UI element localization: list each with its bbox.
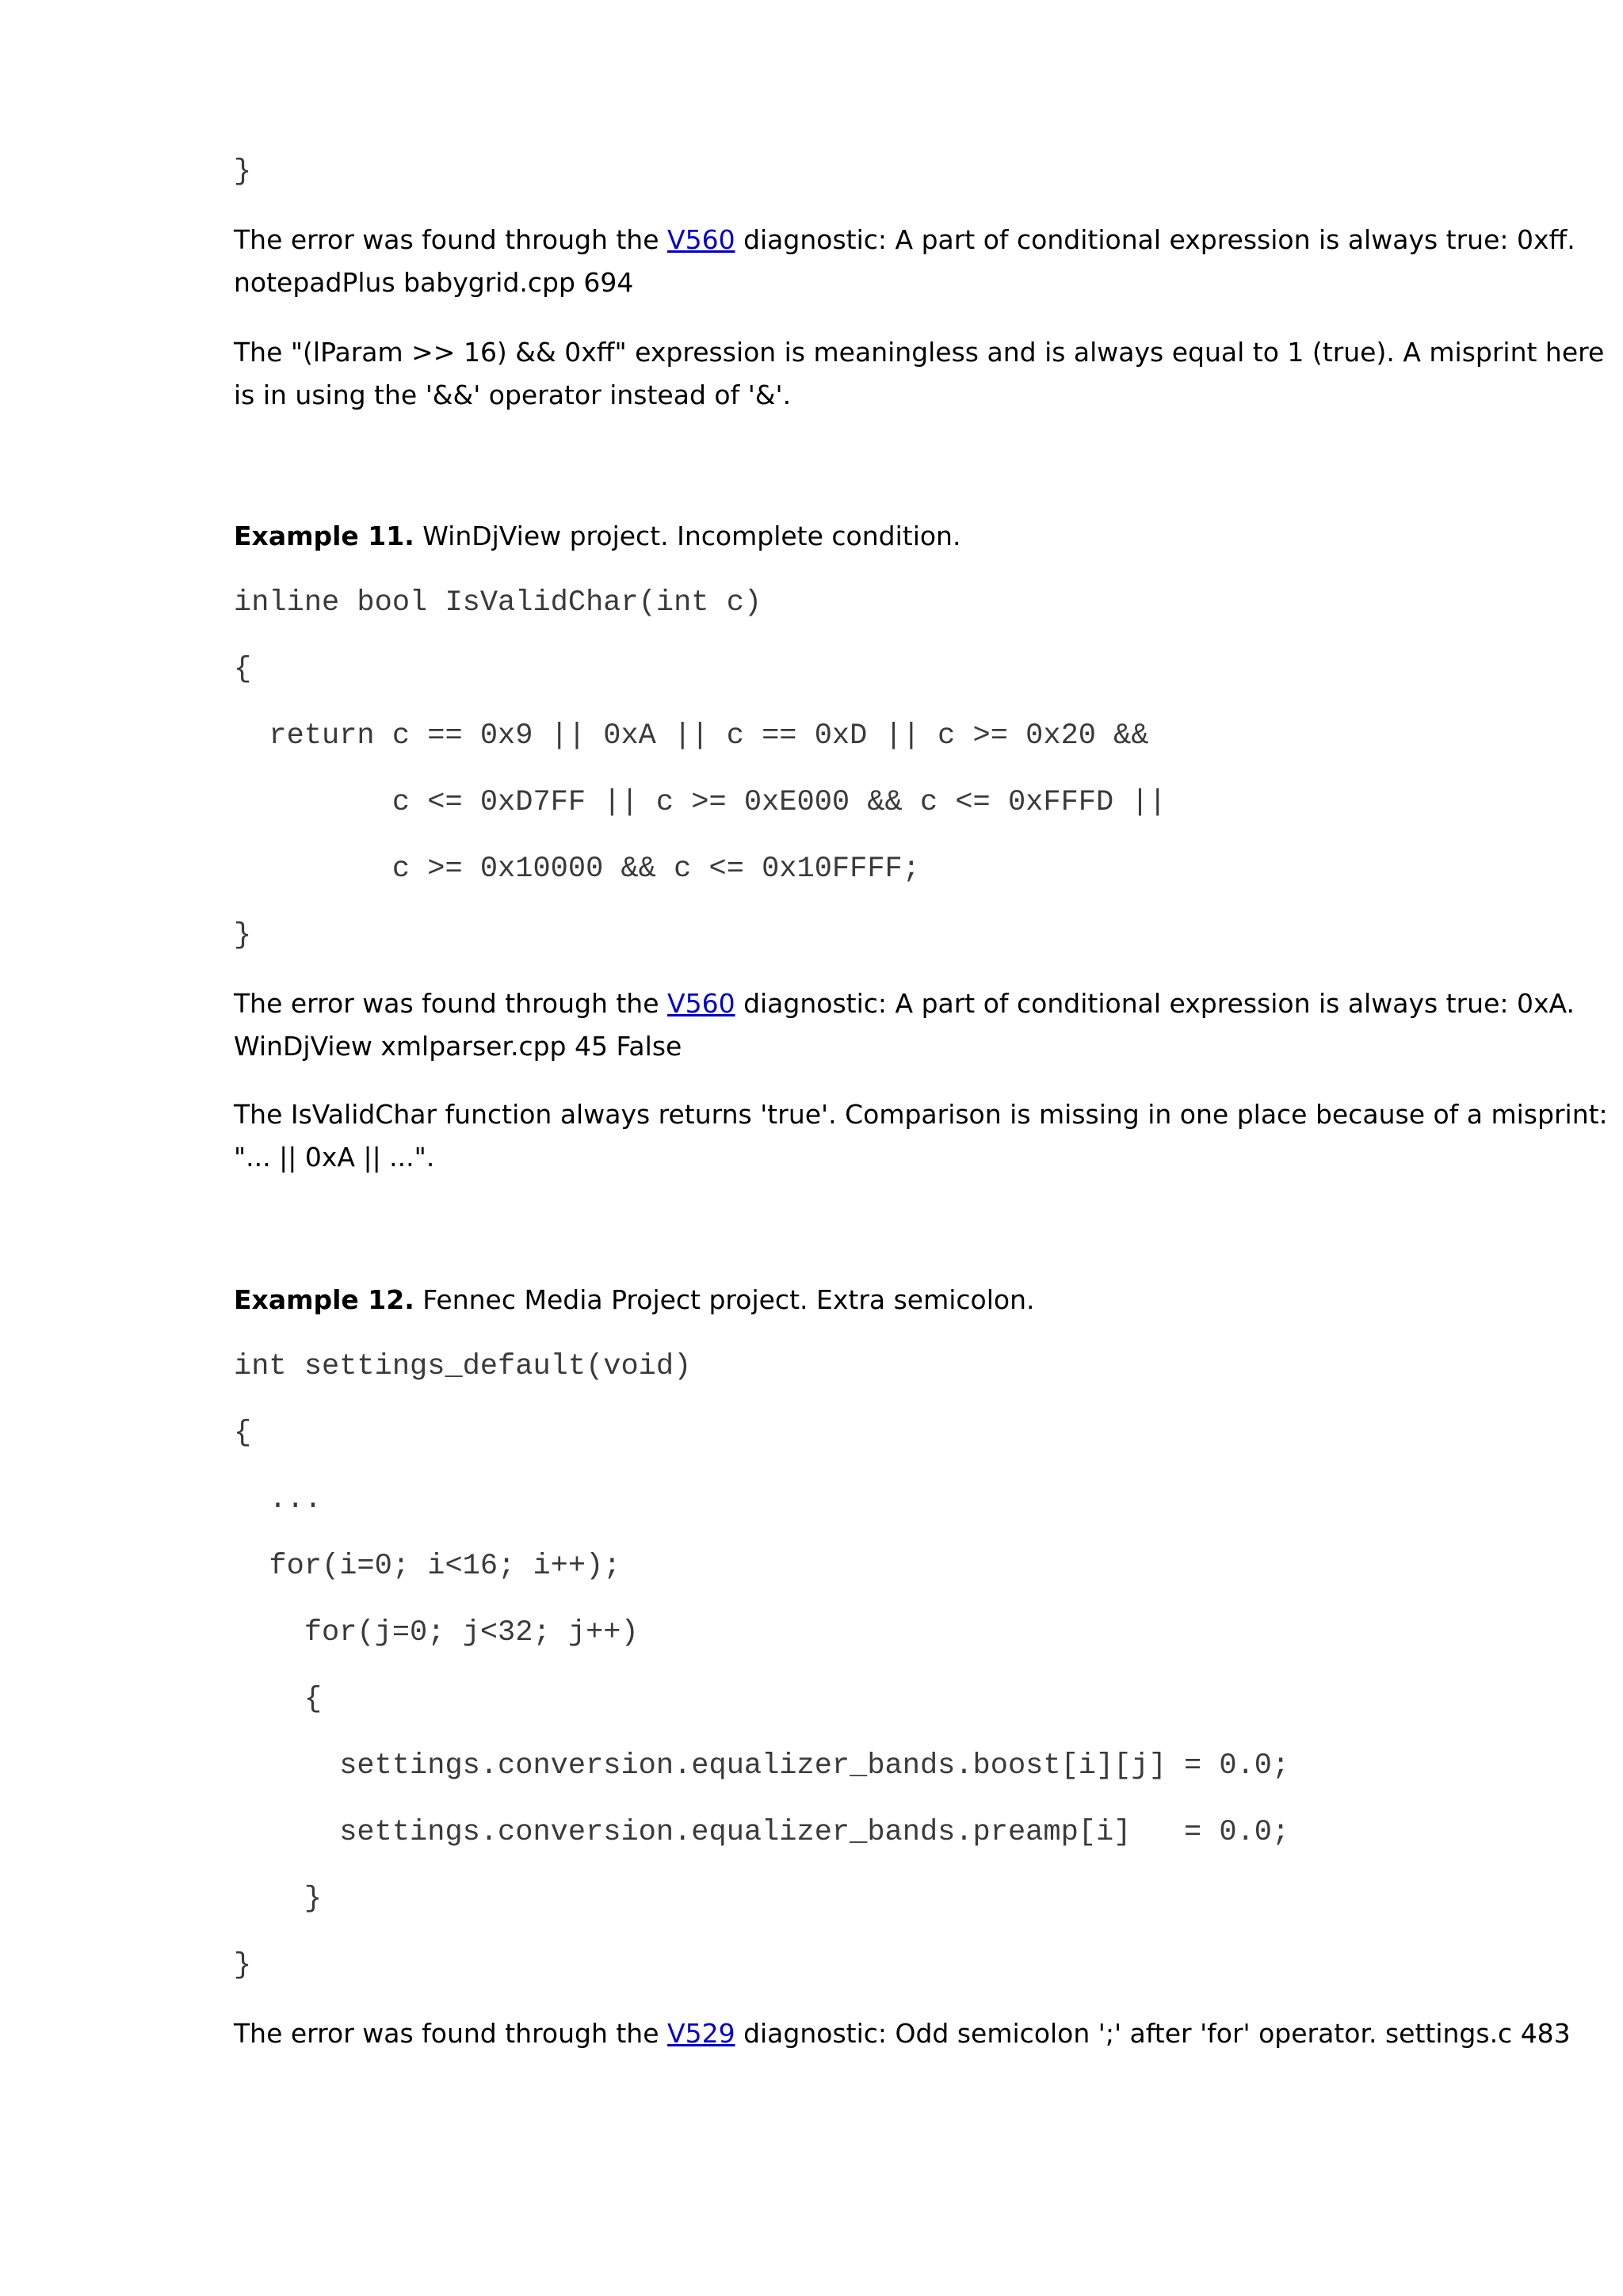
- finding-prefix: The error was found through the: [234, 2018, 668, 2049]
- code-line: c >= 0x10000 && c <= 0x10FFFF;: [234, 852, 920, 886]
- code-closing-brace: }: [234, 155, 252, 189]
- code-line: return c == 0x9 || 0xA || c == 0xD || c >= 0x20 &&: [234, 719, 1149, 753]
- finding-paragraph-v529: [234, 2012, 1571, 2055]
- example-12-label: Example 12.: [234, 1284, 414, 1315]
- finding-location: notepadPlus babygrid.cpp 694: [234, 267, 634, 298]
- finding-suffix: diagnostic: Odd semicolon ';' after 'for' operator. settings.c 483: [735, 2018, 1571, 2049]
- finding-prefix: The error was found through the: [234, 224, 668, 255]
- explanation-paragraph-second: [234, 1093, 1608, 1179]
- document-page: [234, 0, 1608, 2296]
- finding-prefix: The error was found through the: [234, 988, 668, 1019]
- explanation-paragraph-first: [234, 331, 1605, 417]
- explanation-line: The IsValidChar function always returns 'true'. Comparison is missing in one place because of a misprint:: [234, 1099, 1608, 1130]
- code-line: {: [234, 1417, 252, 1450]
- explanation-line: The "(lParam >> 16) && 0xff" expression is meaningless and is always equal to 1 (true). A misprint here: [234, 337, 1605, 368]
- finding-location: WinDjView xmlparser.cpp 45 False: [234, 1031, 682, 1062]
- code-line: int settings_default(void): [234, 1350, 692, 1383]
- code-line: }: [234, 1949, 252, 1982]
- v560-link[interactable]: V560: [667, 224, 735, 255]
- finding-paragraph-v560-first: [234, 219, 1575, 304]
- code-line: ...: [234, 1483, 323, 1516]
- code-line: {: [234, 1683, 323, 1716]
- code-line: }: [234, 1882, 323, 1916]
- code-line: inline bool IsValidChar(int c): [234, 586, 762, 620]
- example-12-title: Fennec Media Project project. Extra semicolon.: [414, 1284, 1035, 1315]
- example-12-heading: [234, 1279, 1533, 1322]
- v560-link[interactable]: V560: [667, 988, 735, 1019]
- explanation-line: "... || 0xA || ...".: [234, 1142, 435, 1173]
- code-line: c <= 0xD7FF || c >= 0xE000 && c <= 0xFFFD ||: [234, 786, 1167, 819]
- code-line: {: [234, 653, 252, 686]
- finding-suffix: diagnostic: A part of conditional expression is always true: 0xA.: [735, 988, 1575, 1019]
- code-line: for(j=0; j<32; j++): [234, 1616, 639, 1650]
- code-line: settings.conversion.equalizer_bands.preamp[i] = 0.0;: [234, 1816, 1290, 1849]
- explanation-line: is in using the '&&' operator instead of '&'.: [234, 379, 792, 410]
- finding-suffix: diagnostic: A part of conditional expression is always true: 0xff.: [735, 224, 1575, 255]
- v529-link[interactable]: V529: [667, 2018, 735, 2049]
- finding-paragraph-v560-second: [234, 982, 1575, 1068]
- code-line: settings.conversion.equalizer_bands.boost[i][j] = 0.0;: [234, 1749, 1290, 1783]
- example-11-title: WinDjView project. Incomplete condition.: [414, 521, 961, 551]
- example-11-heading: [234, 515, 1533, 558]
- code-line: }: [234, 919, 252, 952]
- example-11-label: Example 11.: [234, 521, 414, 551]
- code-line: for(i=0; i<16; i++);: [234, 1550, 621, 1583]
